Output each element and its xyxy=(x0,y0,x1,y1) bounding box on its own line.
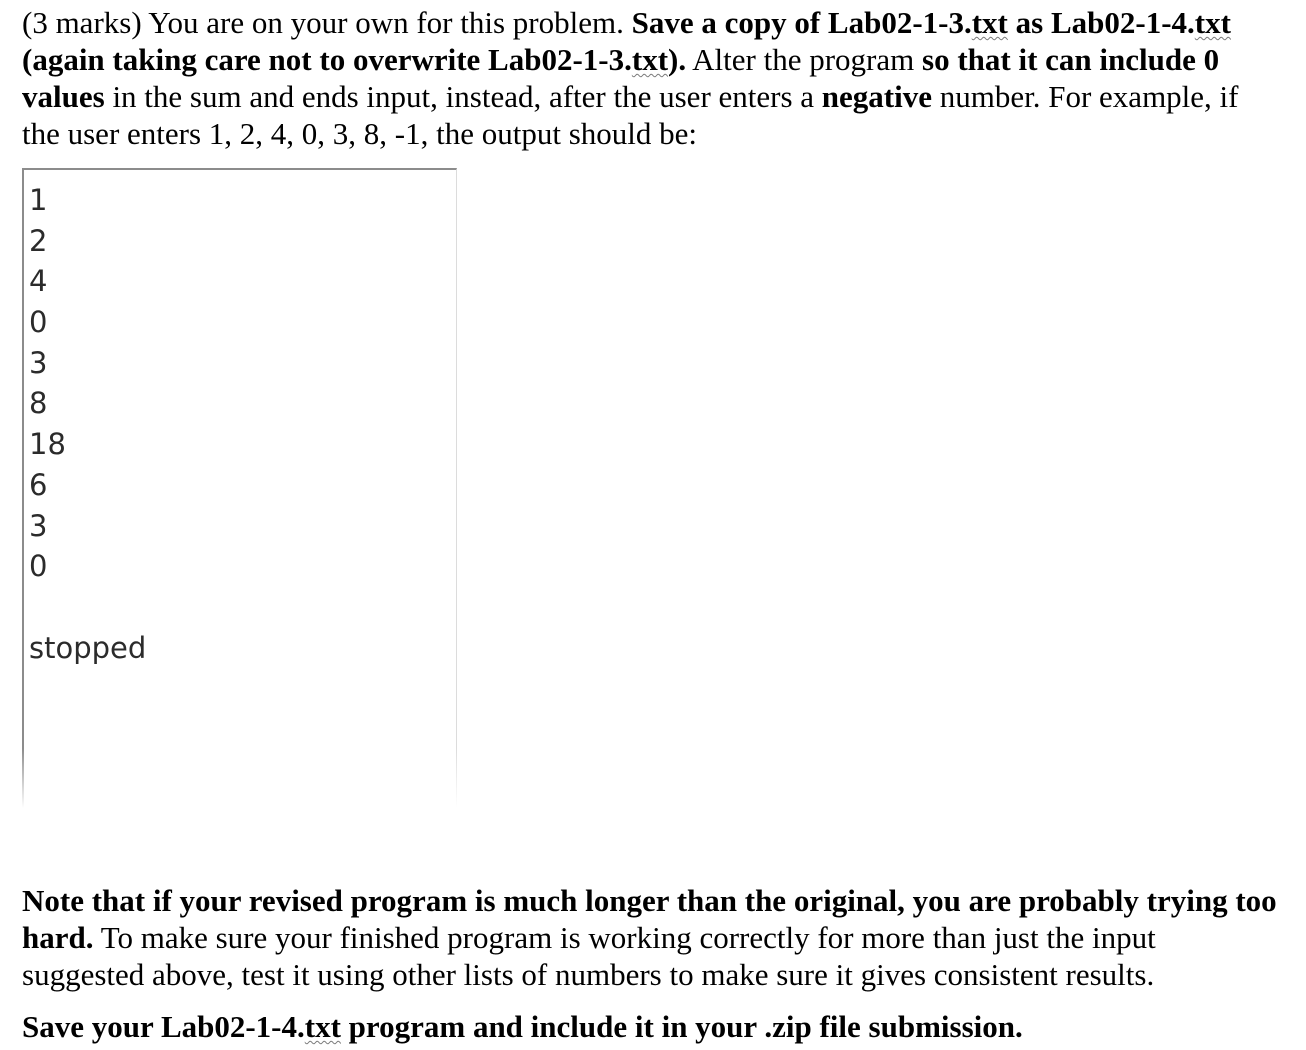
sum-text: in the sum and ends input, instead, after the user enters a xyxy=(104,79,822,114)
negative-keyword: negative xyxy=(821,79,932,114)
spellcheck-txt: txt xyxy=(1194,5,1231,40)
alter-text: Alter the program xyxy=(686,42,922,77)
output-lines xyxy=(29,180,146,668)
output-line: 4 xyxy=(29,264,48,299)
spellcheck-txt: txt xyxy=(631,42,669,77)
output-stopped-line: stopped xyxy=(29,630,147,665)
spellcheck-txt: txt xyxy=(304,1009,341,1044)
output-line: 1 xyxy=(29,183,48,217)
output-line: 3 xyxy=(29,508,48,543)
save-instruction-tail: program and include it in your .zip file submission. xyxy=(340,1009,1023,1044)
output-line: 3 xyxy=(29,345,48,380)
output-line: 2 xyxy=(29,223,48,258)
output-line: 6 xyxy=(29,467,48,502)
output-line: 18 xyxy=(29,427,66,462)
overwrite-warning-end: ). xyxy=(668,42,687,77)
output-line: 0 xyxy=(29,305,48,340)
save-copy-target: as Lab02-1-4. xyxy=(1007,5,1195,40)
output-blank-line xyxy=(29,587,146,628)
note-bold-text: Note that if your revised program is much longer than the original, you are probably trying too hard. xyxy=(22,883,1277,955)
output-line: 8 xyxy=(29,386,48,421)
save-instruction xyxy=(22,1009,1023,1044)
save-instruction-text: Save your Lab02-1-4. xyxy=(22,1009,305,1044)
include-zero-instruction: so that it can include 0 values xyxy=(22,42,1220,114)
overwrite-warning: (again taking care not to overwrite Lab02-1-3. xyxy=(22,42,632,77)
output-line: 0 xyxy=(29,549,48,584)
program-output-box xyxy=(22,168,457,808)
save-paragraph xyxy=(22,1008,1284,1045)
instructions-paragraph xyxy=(22,4,1284,152)
save-copy-text: Save a copy of Lab02-1-3. xyxy=(631,5,972,40)
note-text: To make sure your finished program is working correctly for more than just the input suggested above, test it using other lists of numbers to make sure it gives consistent results. xyxy=(22,920,1156,992)
spellcheck-txt: txt xyxy=(971,5,1008,40)
example-text: number. For example, if the user enters 1, 2, 4, 0, 3, 8, -1, the output should be: xyxy=(22,79,1239,151)
note-paragraph xyxy=(22,882,1284,993)
intro-text: (3 marks) You are on your own for this problem. xyxy=(22,5,632,40)
